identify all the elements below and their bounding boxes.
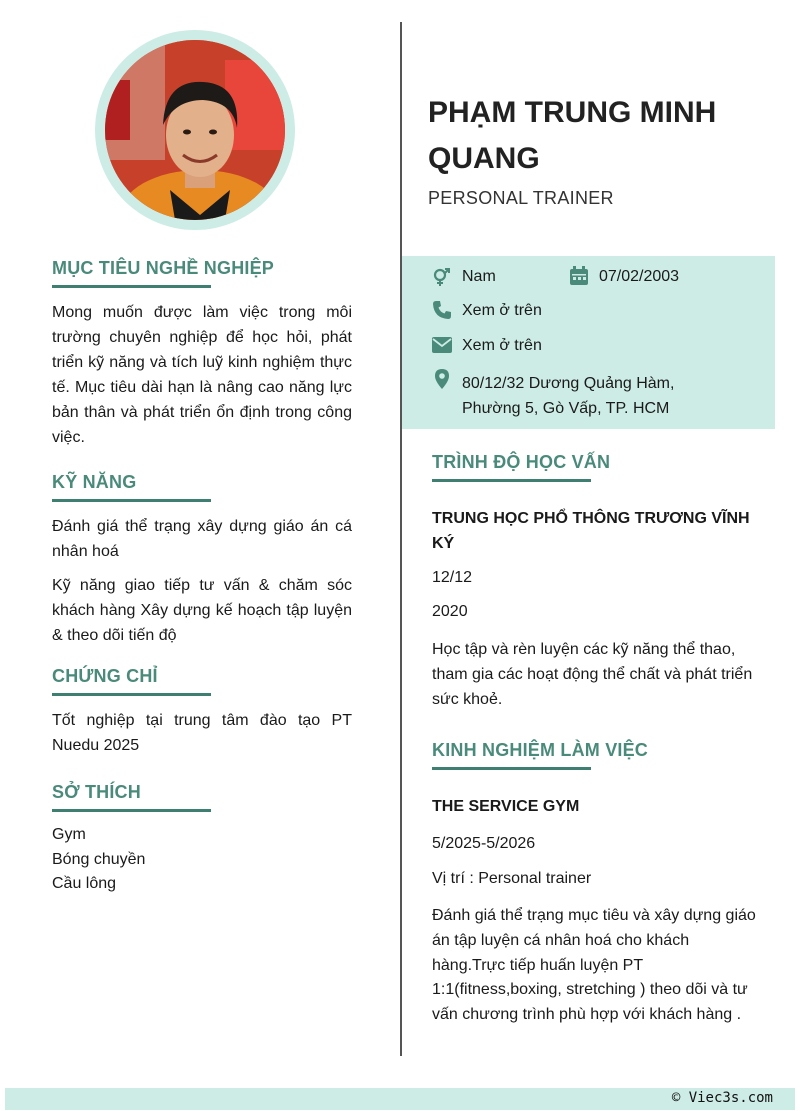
education-end: 2020 <box>432 603 468 620</box>
location-icon <box>432 369 452 389</box>
phone-value: Xem ở trên <box>462 302 542 319</box>
objective-title: MỤC TIÊU NGHỀ NGHIỆP <box>52 258 275 278</box>
email-icon <box>432 335 452 355</box>
avatar <box>105 40 285 220</box>
education-school: TRUNG HỌC PHỔ THÔNG TRƯƠNG VĨNH KÝ <box>432 510 750 552</box>
footer-credit: © Viec3s.com <box>671 1090 773 1106</box>
objective-section <box>52 258 274 288</box>
objective-text: Mong muốn được làm việc trong môi trường chuyên nghiệp để học hỏi, phát triển kỹ năng và tích luỹ kinh nghiệm thực tế. Mục tiêu dài hạn là nâng cao năng lực bản thân và phát triển ổn định trong công việc. <box>52 304 352 446</box>
certificates-text: Tốt nghiệp tại trung tâm đào tạo PT Nuedu 2025 <box>52 712 352 754</box>
section-underline <box>52 499 211 502</box>
experience-position: Vị trí : Personal trainer <box>432 870 592 887</box>
education-title: TRÌNH ĐỘ HỌC VẤN <box>432 452 611 472</box>
address-line: 80/12/32 Dương Quảng Hàm, <box>462 375 675 392</box>
experience-period: 5/2025-5/2026 <box>432 835 536 852</box>
hobbies-title: SỞ THÍCH <box>52 782 141 802</box>
contact-box <box>402 256 775 429</box>
skill-item: Đánh giá thể trạng xây dựng giáo án cá nhân hoá <box>52 518 352 560</box>
education-start: 12/12 <box>432 569 473 586</box>
certificates-title: CHỨNG CHỈ <box>52 666 158 686</box>
section-underline <box>52 693 211 696</box>
candidate-name: PHẠM TRUNG MINH QUANG <box>428 96 717 175</box>
calendar-icon <box>569 266 589 286</box>
hobbies-section <box>52 782 211 812</box>
skill-item: Kỹ năng giao tiếp tư vấn & chăm sóc khách hàng Xây dựng kế hoạch tập luyện & theo dõi tiến độ <box>52 577 352 644</box>
skills-section <box>52 472 211 502</box>
section-underline <box>432 479 591 482</box>
hobby-item: Cầu lông <box>52 875 117 892</box>
footer-bar <box>5 1088 795 1110</box>
experience-desc: Đánh giá thể trạng mục tiêu và xây dựng giáo án tập luyện cá nhân hoá cho khách hàng.Trực tiếp huấn luyện PT 1:1(fitness,boxing, stretching ) theo dõi và tư vấn chương trình phù hợp với khách hàng . <box>432 907 756 1024</box>
skills-title: KỸ NĂNG <box>52 472 137 492</box>
certificates-section <box>52 666 211 696</box>
hobby-item: Bóng chuyền <box>52 850 146 868</box>
section-underline <box>432 767 591 770</box>
avatar-photo <box>105 40 285 220</box>
candidate-role: PERSONAL TRAINER <box>428 188 614 208</box>
education-section <box>432 452 610 482</box>
column-divider <box>400 22 402 1056</box>
experience-title: KINH NGHIỆM LÀM VIỆC <box>432 740 649 760</box>
address-line: Phường 5, Gò Vấp, TP. HCM <box>462 400 670 417</box>
dob-value: 07/02/2003 <box>599 268 680 285</box>
hobbies-list <box>52 823 145 897</box>
phone-icon <box>432 300 452 320</box>
education-desc: Học tập và rèn luyện các kỹ năng thể thao, tham gia các hoạt động thể chất và phát triển sức khoẻ. <box>432 641 753 708</box>
gender-value: Nam <box>462 268 496 285</box>
experience-company: THE SERVICE GYM <box>432 798 580 815</box>
experience-section <box>432 740 648 770</box>
hobby-item: Gym <box>52 826 86 843</box>
section-underline <box>52 809 211 812</box>
section-underline <box>52 285 211 288</box>
gender-icon <box>432 267 452 287</box>
address <box>462 371 674 421</box>
email-value: Xem ở trên <box>462 337 542 354</box>
